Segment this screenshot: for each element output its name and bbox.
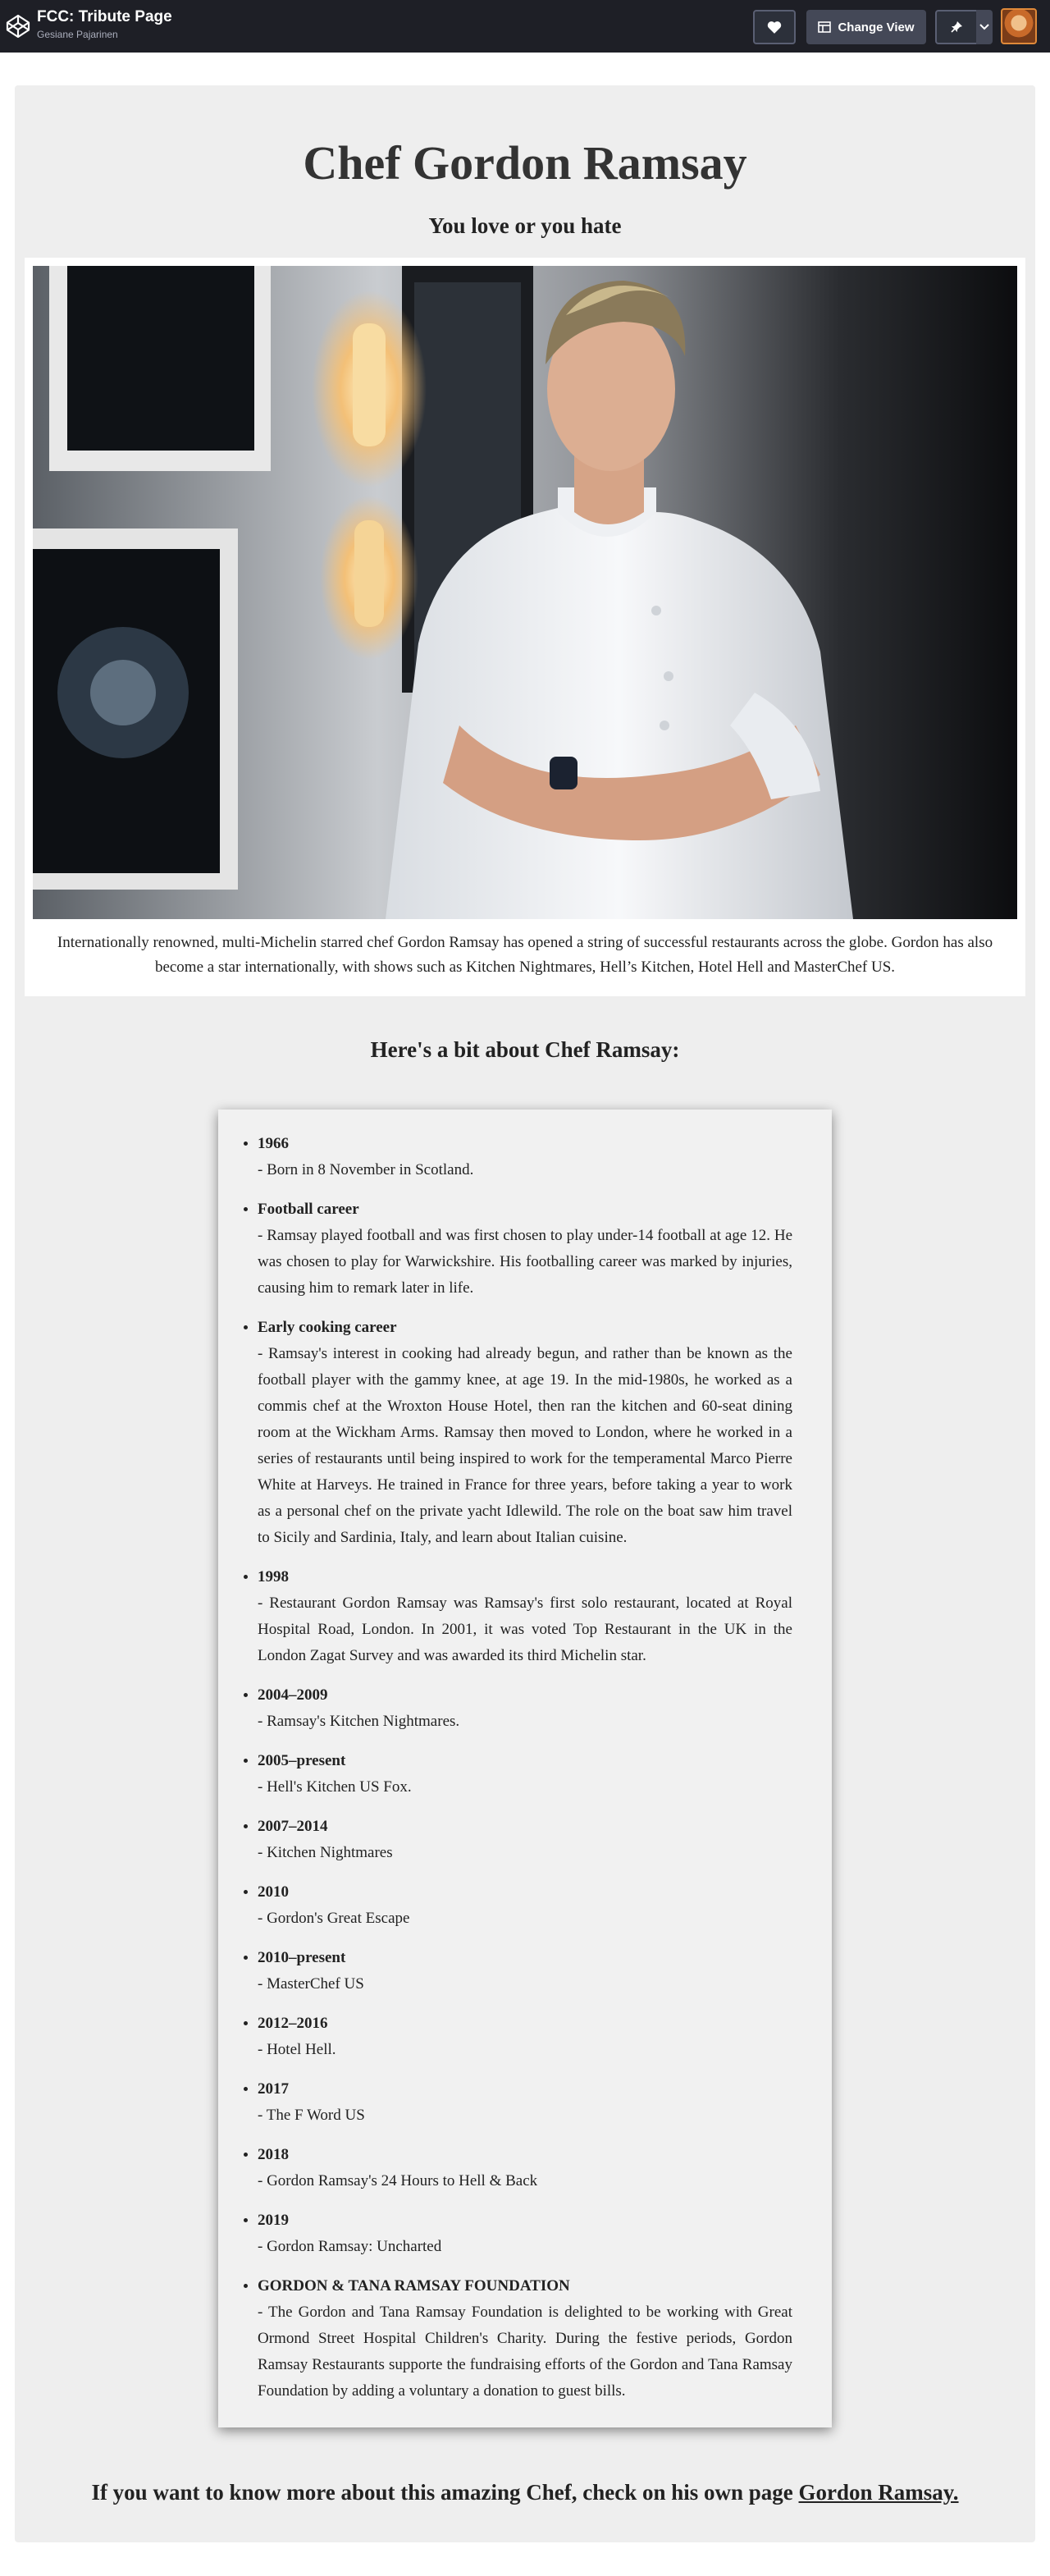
codepen-logo-icon[interactable] bbox=[5, 13, 31, 39]
page-preview bbox=[0, 53, 1050, 2576]
timeline-item-text: - Gordon's Great Escape bbox=[258, 1910, 410, 1927]
page-title: Chef Gordon Ramsay bbox=[303, 136, 747, 190]
change-view-label: Change View bbox=[838, 20, 915, 34]
codepen-header bbox=[0, 0, 1050, 53]
footer-lead: If you want to know more about this amazing Chef, check on his own page bbox=[91, 2480, 799, 2505]
timeline-item-text: - Gordon Ramsay: Uncharted bbox=[258, 2238, 442, 2255]
timeline-item-title: • 2018 bbox=[258, 2146, 289, 2163]
timeline-item bbox=[258, 2273, 792, 2404]
timeline-item-title: • Football career bbox=[258, 1201, 359, 1218]
timeline-item-text: - MasterChef US bbox=[258, 1975, 364, 1993]
tribute-link[interactable]: Gordon Ramsay. bbox=[798, 2480, 959, 2505]
chevron-down-icon bbox=[979, 24, 989, 30]
timeline-item-text: - Ramsay's interest in cooking had already begun, and rather than be known as the football player with the gammy knee, at age 19. In the mid-1980s, he worked as a commis chef at the Wroxton House Hotel, then ran the kitchen and 60-seat dining room at the Wickham Arms. Ramsay then moved to London, where he worked in a series of restaurants until being inspired to work for the temperamental Marco Pierre White at Harveys. He trained in France for three years, before taking a year to work as a personal chef on the private yacht Idlewild. The role on the boat saw him travel to Sicily and Sardinia, Italy, and learn about Italian cuisine. bbox=[258, 1345, 792, 1546]
tribute-main bbox=[15, 85, 1035, 2542]
user-avatar[interactable] bbox=[1001, 8, 1037, 44]
pen-author[interactable]: Gesiane Pajarinen bbox=[37, 29, 118, 40]
timeline-item-title: • 1998 bbox=[258, 1568, 289, 1585]
tribute-info-card bbox=[218, 1110, 832, 2427]
change-view-button[interactable] bbox=[806, 10, 926, 44]
timeline-item bbox=[258, 1748, 792, 1800]
timeline-item-title: • 2010 bbox=[258, 1883, 289, 1901]
timeline-item bbox=[258, 1945, 792, 1997]
image-card bbox=[25, 258, 1025, 996]
timeline-item bbox=[258, 1682, 792, 1735]
heart-icon bbox=[767, 21, 782, 34]
footer-text bbox=[15, 2478, 1035, 2506]
timeline-item-title: • Early cooking career bbox=[258, 1319, 397, 1336]
chef-portrait-image bbox=[33, 266, 1017, 919]
pin-button[interactable] bbox=[935, 10, 978, 44]
timeline-item bbox=[258, 2208, 792, 2260]
timeline-item-text: - Ramsay's Kitchen Nightmares. bbox=[258, 1713, 460, 1730]
image-caption: Internationally renowned, multi-Michelin starred chef Gordon Ramsay has opened a string of successful restaurants across the globe. Gordon has also become a star internationally, with shows such as Kitchen Nightmares, Hell’s Kitchen, Hotel Hell and MasterChef US. bbox=[57, 934, 993, 976]
timeline-item bbox=[258, 1564, 792, 1669]
timeline-item bbox=[258, 2011, 792, 2063]
timeline-item bbox=[258, 1315, 792, 1551]
timeline-item bbox=[258, 1131, 792, 1183]
timeline-item-title: • 1966 bbox=[258, 1135, 289, 1152]
pin-icon bbox=[950, 21, 963, 34]
layout-icon bbox=[818, 21, 831, 33]
about-heading: Here's a bit about Chef Ramsay: bbox=[370, 1037, 680, 1062]
timeline-item bbox=[258, 1879, 792, 1932]
timeline-item-title: • 2010–present bbox=[258, 1949, 346, 1966]
page-subtitle: You love or you hate bbox=[428, 213, 622, 238]
timeline-item bbox=[258, 2142, 792, 2194]
timeline-item-title: • 2019 bbox=[258, 2212, 289, 2229]
timeline-item-title: • 2012–2016 bbox=[258, 2015, 328, 2032]
timeline-item-title: • 2017 bbox=[258, 2080, 289, 2098]
timeline-item-text: - Hotel Hell. bbox=[258, 2041, 336, 2058]
pin-options-button[interactable] bbox=[976, 10, 993, 44]
timeline-item-title: • 2005–present bbox=[258, 1752, 346, 1769]
timeline-item-title: • 2004–2009 bbox=[258, 1686, 328, 1704]
timeline-item-title: • 2007–2014 bbox=[258, 1818, 328, 1835]
timeline-item bbox=[258, 2076, 792, 2129]
timeline-item-text: - The Gordon and Tana Ramsay Foundation is delighted to be working with Great Ormond Street Hospital Children's Charity. During the festive periods, Gordon Ramsay Restaurants supporte the fundraising efforts of the Gordon and Tana Ramsay Foundation by adding a voluntary a donation to guest bills. bbox=[258, 2304, 792, 2400]
timeline-item-text: - Gordon Ramsay's 24 Hours to Hell & Back bbox=[258, 2172, 538, 2189]
timeline-item-text: - Born in 8 November in Scotland. bbox=[258, 1161, 474, 1178]
timeline-item-text: - The F Word US bbox=[258, 2107, 365, 2124]
timeline-item-title: • GORDON & TANA RAMSAY FOUNDATION bbox=[258, 2277, 570, 2295]
pen-title[interactable]: FCC: Tribute Page bbox=[37, 8, 172, 25]
timeline-list bbox=[258, 1131, 792, 2404]
timeline-item-text: - Hell's Kitchen US Fox. bbox=[258, 1778, 412, 1796]
timeline-item-text: - Kitchen Nightmares bbox=[258, 1844, 393, 1861]
timeline-item-text: - Restaurant Gordon Ramsay was Ramsay's first solo restaurant, located at Royal Hospital Road, London. In 2001, it was voted Top Restaurant in the UK in the London Zagat Survey and was awarded its third Michelin star. bbox=[258, 1595, 792, 1664]
timeline-item-text: - Ramsay played football and was first chosen to play under-14 football at age 12. He was chosen to play for Warwickshire. His footballing career was marked by injuries, causing him to remark later in life. bbox=[258, 1227, 792, 1297]
timeline-item bbox=[258, 1196, 792, 1302]
love-button[interactable] bbox=[753, 10, 796, 44]
timeline-item bbox=[258, 1814, 792, 1866]
